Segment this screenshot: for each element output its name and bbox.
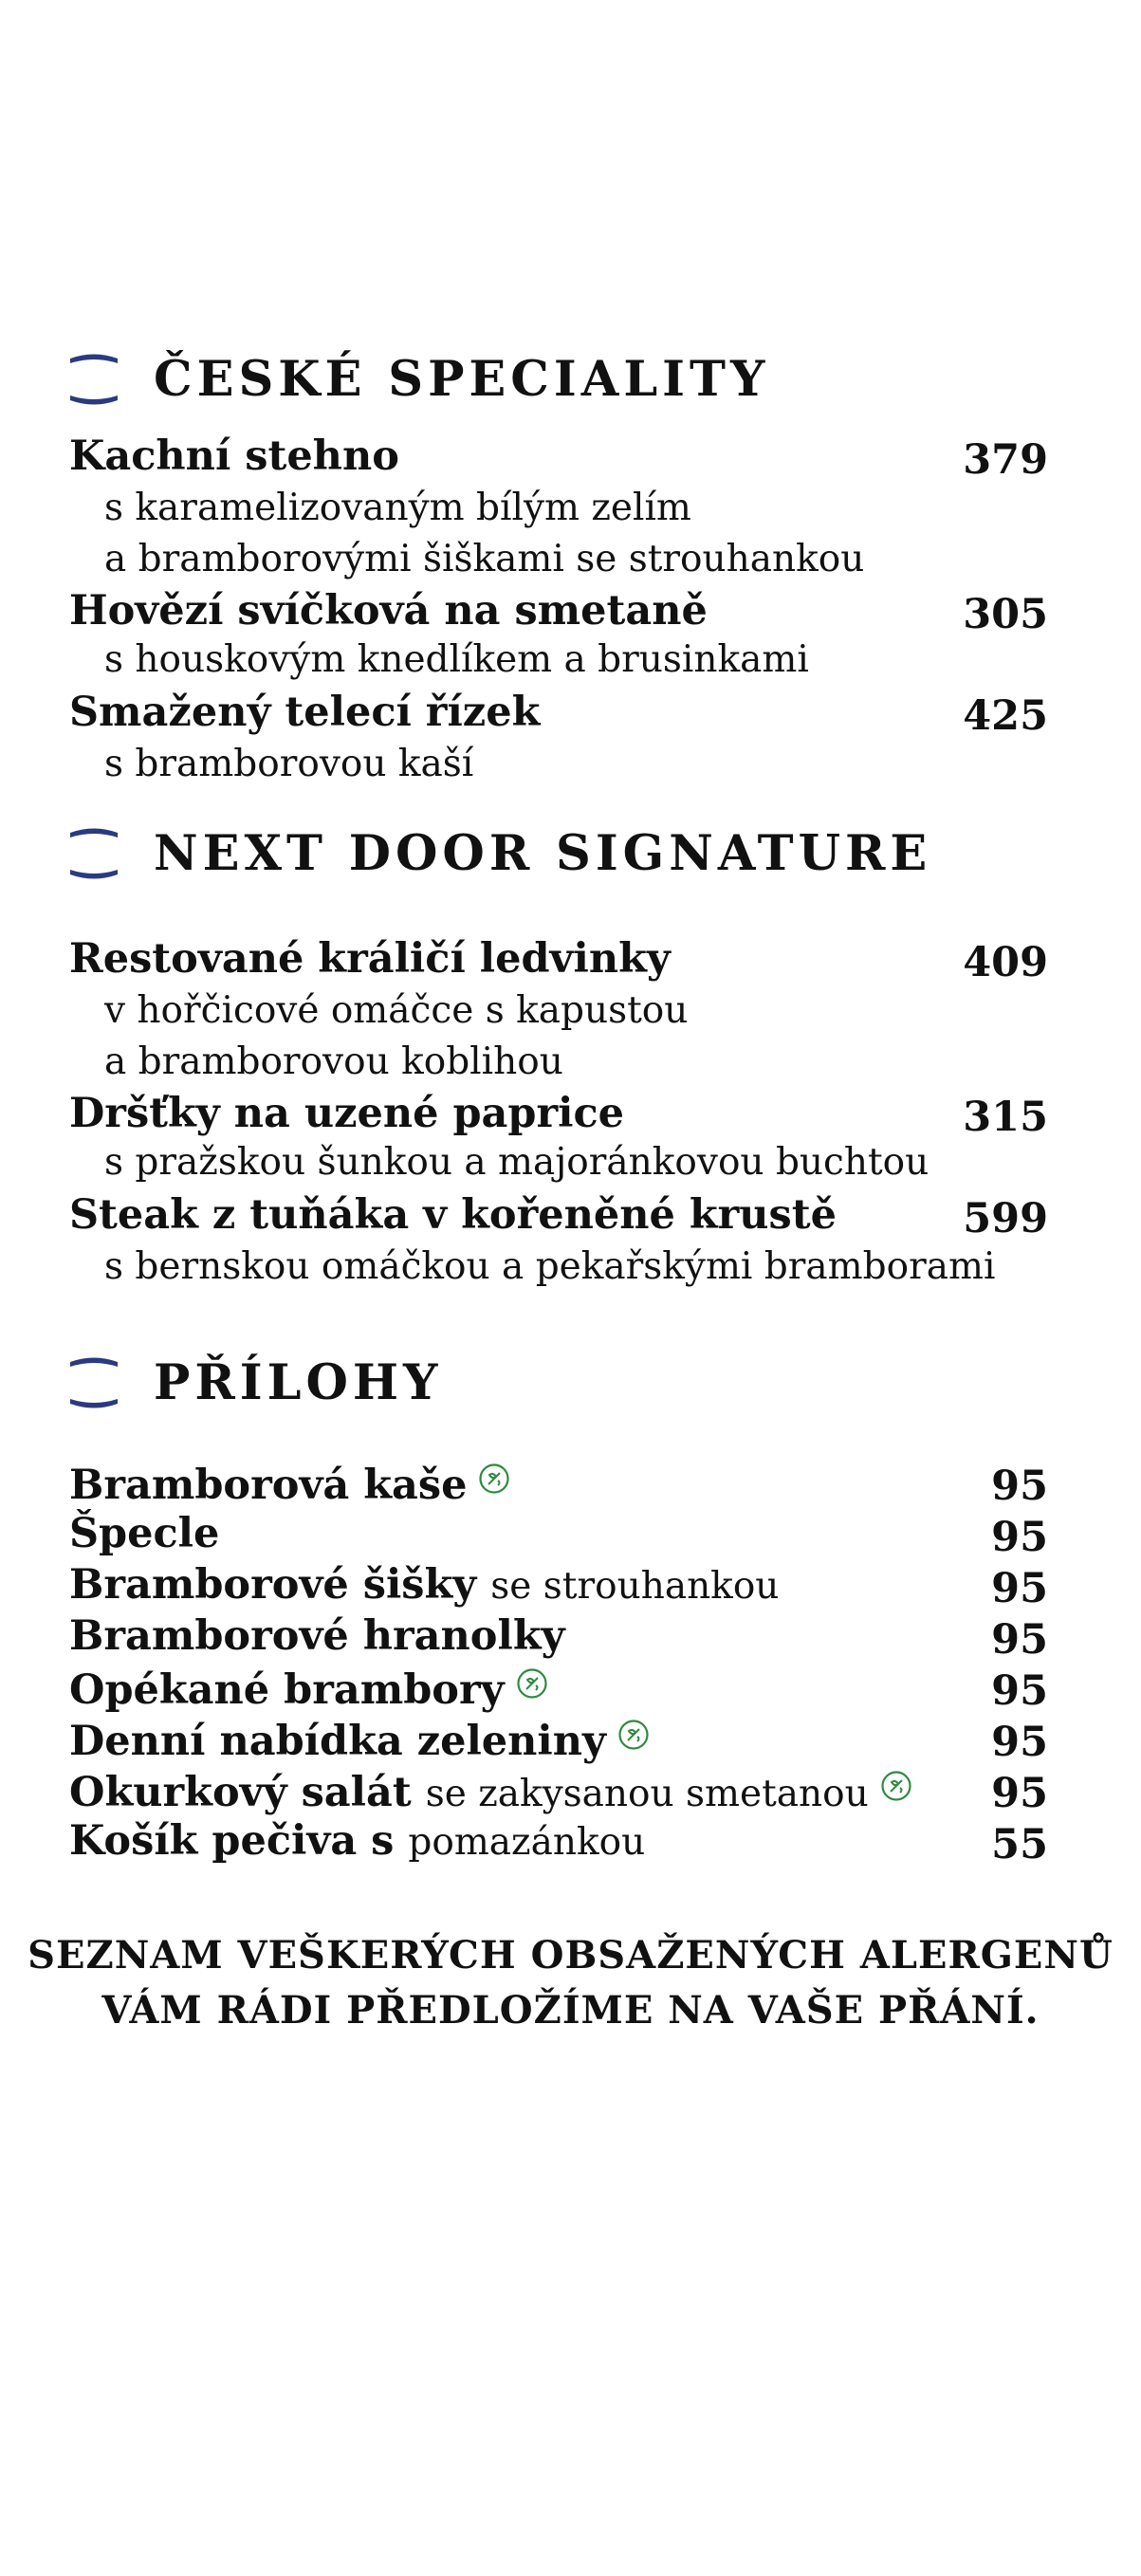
side-dish-item <box>69 1769 1048 1817</box>
section-header-side-dishes <box>66 1345 1072 1421</box>
item-name: Bramborové hranolky <box>69 1612 565 1660</box>
item-name: Smažený telecí řízek <box>69 689 541 736</box>
menu-item <box>69 689 1048 785</box>
item-description: v hořčicové omáčce s kapustou <box>104 989 689 1032</box>
item-suffix: se zakysanou smetanou <box>425 1773 869 1815</box>
item-name: Denní nabídka zeleniny <box>69 1718 607 1765</box>
item-price: 95 <box>991 1463 1048 1510</box>
item-description: s bernskou omáčkou a pekařskými bramborami <box>104 1245 996 1288</box>
menu-item <box>69 587 1048 681</box>
section-header-czech-specialities <box>66 341 1072 417</box>
vegetarian-icon <box>478 1463 510 1495</box>
item-name: Okurkový salát <box>69 1769 412 1816</box>
side-dish-item <box>69 1510 1048 1561</box>
vegetarian-icon <box>617 1719 650 1751</box>
item-name: Dršťky na uzené paprice <box>69 1090 625 1137</box>
section-title: NEXT DOOR SIGNATURE <box>154 825 932 882</box>
item-price: 379 <box>963 436 1048 484</box>
section-header-next-door-signature <box>66 816 1072 892</box>
section-title: ČESKÉ SPECIALITY <box>154 351 770 408</box>
item-description: a bramborovou koblihou <box>104 1040 563 1083</box>
item-price: 95 <box>991 1667 1048 1715</box>
item-price: 95 <box>991 1565 1048 1612</box>
item-name: Hovězí svíčková na smetaně <box>69 587 708 635</box>
item-price: 95 <box>991 1616 1048 1664</box>
item-suffix: pomazánkou <box>408 1821 646 1864</box>
side-dish-item <box>69 1817 1048 1868</box>
item-description: s karamelizovaným bílým zelím <box>104 487 691 529</box>
item-price: 305 <box>963 591 1048 638</box>
section-emblem-icon <box>66 349 121 410</box>
menu-item <box>69 935 1048 1083</box>
item-price: 599 <box>963 1195 1048 1242</box>
allergen-notice-line-1: SEZNAM VEŠKERÝCH OBSAŽENÝCH ALERGENŮ <box>28 1933 1113 1978</box>
item-description: a bramborovými šiškami se strouhankou <box>104 538 865 580</box>
item-name: Restované králičí ledvinky <box>69 935 671 983</box>
item-price: 425 <box>963 692 1048 740</box>
item-description: s pražskou šunkou a majoránkovou buchtou <box>104 1141 929 1184</box>
item-price: 95 <box>991 1719 1048 1766</box>
side-dish-item <box>69 1462 1048 1510</box>
item-price: 95 <box>991 1770 1048 1817</box>
side-dish-item <box>69 1666 1048 1715</box>
section-emblem-icon <box>66 1352 121 1413</box>
section-title: PŘÍLOHY <box>154 1354 443 1411</box>
item-name: Bramborová kaše <box>69 1462 468 1509</box>
item-description: s houskovým knedlíkem a brusinkami <box>104 638 809 681</box>
side-dish-item <box>69 1612 1048 1664</box>
side-dish-item <box>69 1561 1048 1612</box>
allergen-notice-line-2: VÁM RÁDI PŘEDLOŽÍME NA VAŠE PŘÁNÍ. <box>101 1988 1040 2033</box>
side-dish-item <box>69 1718 1048 1766</box>
item-name: Košík pečiva s <box>69 1817 395 1865</box>
item-price: 315 <box>963 1094 1048 1141</box>
menu-item <box>69 1191 1048 1288</box>
item-name: Opékané brambory <box>69 1666 505 1714</box>
menu-item <box>69 432 1048 580</box>
menu-item <box>69 1090 1048 1184</box>
item-description: s bramborovou kaší <box>104 743 474 785</box>
item-price: 409 <box>963 939 1048 986</box>
vegetarian-icon <box>880 1770 912 1802</box>
item-name: Špecle <box>69 1510 220 1557</box>
item-name: Kachní stehno <box>69 432 399 480</box>
item-price: 55 <box>991 1821 1048 1868</box>
item-name: Bramborové šišky <box>69 1561 477 1609</box>
item-name: Steak z tuňáka v kořeněné krustě <box>69 1191 837 1239</box>
section-emblem-icon <box>66 823 121 884</box>
item-suffix: se strouhankou <box>490 1565 780 1608</box>
vegetarian-icon <box>516 1667 548 1700</box>
item-price: 95 <box>991 1514 1048 1561</box>
